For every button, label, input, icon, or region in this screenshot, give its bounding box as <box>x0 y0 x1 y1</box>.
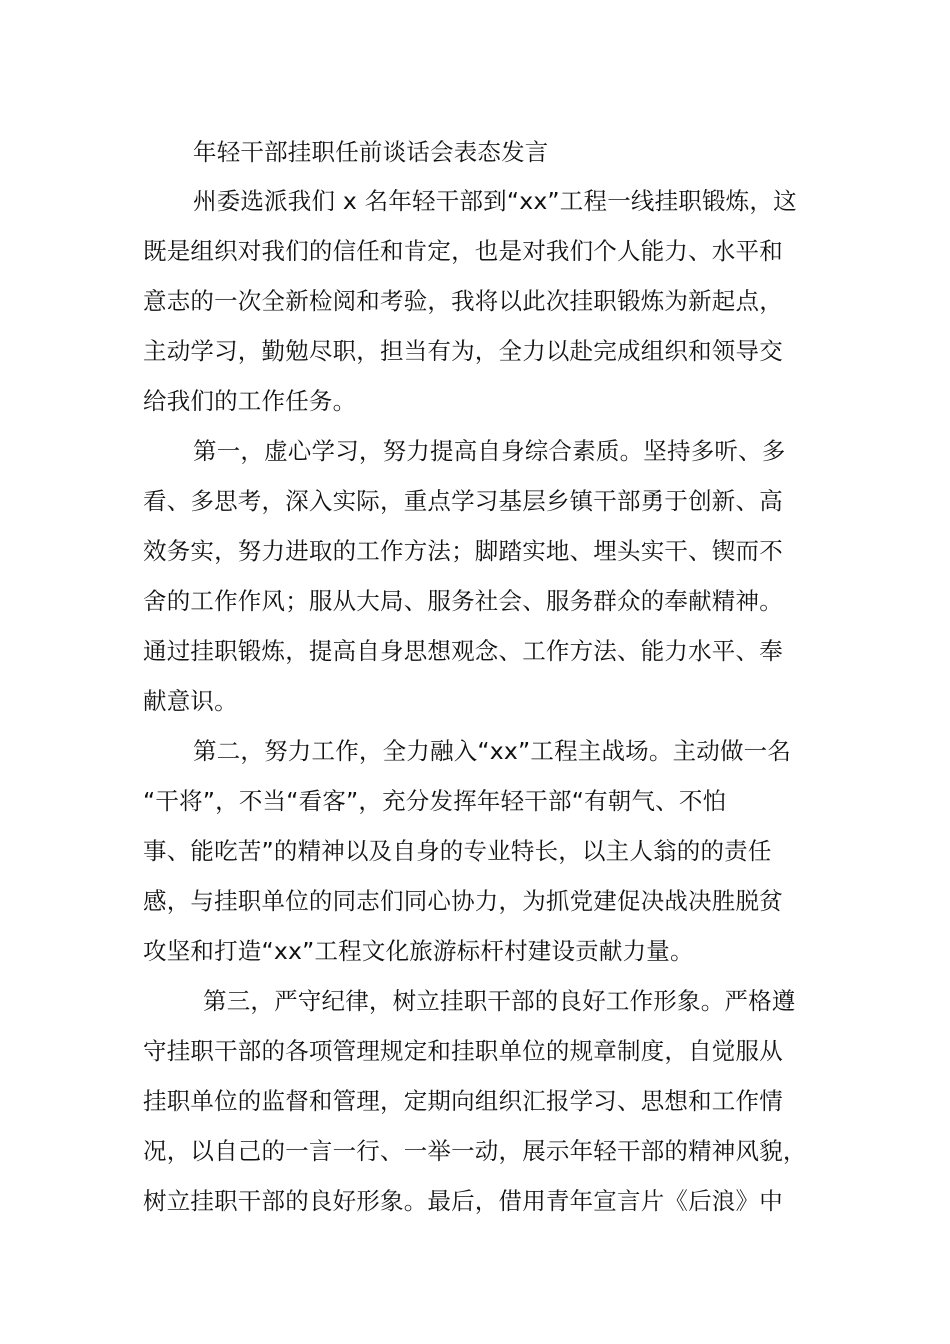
paragraph-line: 主动学习，勤勉尽职，担当有为，全力以赴完成组织和领导交 <box>143 337 783 365</box>
paragraph-line: 树立挂职干部的良好形象。最后，借用青年宣言片《后浪》中 <box>143 1187 783 1215</box>
paragraph-line: 献意识。 <box>143 687 238 715</box>
document-title: 年轻干部挂职任前谈话会表态发言 <box>193 138 549 166</box>
paragraph-line: 第三，严守纪律，树立挂职干部的良好工作形象。严格遵 <box>203 987 796 1015</box>
paragraph-line: 攻坚和打造“xx”工程文化旅游标杆村建设贡献力量。 <box>143 937 694 965</box>
paragraph-line: 守挂职干部的各项管理规定和挂职单位的规章制度，自觉服从 <box>143 1037 783 1065</box>
paragraph-line: 况，以自己的一言一行、一举一动，展示年轻干部的精神风貌， <box>143 1137 807 1165</box>
paragraph-line: 第一，虚心学习，努力提高自身综合素质。坚持多听、多 <box>193 437 786 465</box>
paragraph-line: 意志的一次全新检阅和考验，我将以此次挂职锻炼为新起点， <box>143 287 783 315</box>
paragraph-line: 州委选派我们 x 名年轻干部到“xx”工程一线挂职锻炼，这 <box>193 187 797 215</box>
paragraph-line: 通过挂职锻炼，提高自身思想观念、工作方法、能力水平、奉 <box>143 637 783 665</box>
paragraph-line: 看、多思考，深入实际，重点学习基层乡镇干部勇于创新、高 <box>143 487 783 515</box>
paragraph-line: 效务实，努力进取的工作方法；脚踏实地、埋头实干、锲而不 <box>143 537 783 565</box>
paragraph-line: 既是组织对我们的信任和肯定，也是对我们个人能力、水平和 <box>143 237 783 265</box>
paragraph-line: 事、能吃苦”的精神以及自身的专业特长，以主人翁的的责任 <box>143 837 772 865</box>
paragraph-line: “干将”，不当“看客”，充分发挥年轻干部“有朝气、不怕 <box>143 787 727 815</box>
paragraph-line: 第二，努力工作，全力融入“xx”工程主战场。主动做一名 <box>193 737 792 765</box>
paragraph-line: 感，与挂职单位的同志们同心协力，为抓党建促决战决胜脱贫 <box>143 887 783 915</box>
paragraph-line: 挂职单位的监督和管理，定期向组织汇报学习、思想和工作情 <box>143 1087 783 1115</box>
paragraph-line: 给我们的工作任务。 <box>143 387 357 415</box>
paragraph-line: 舍的工作作风；服从大局、服务社会、服务群众的奉献精神。 <box>143 587 783 615</box>
